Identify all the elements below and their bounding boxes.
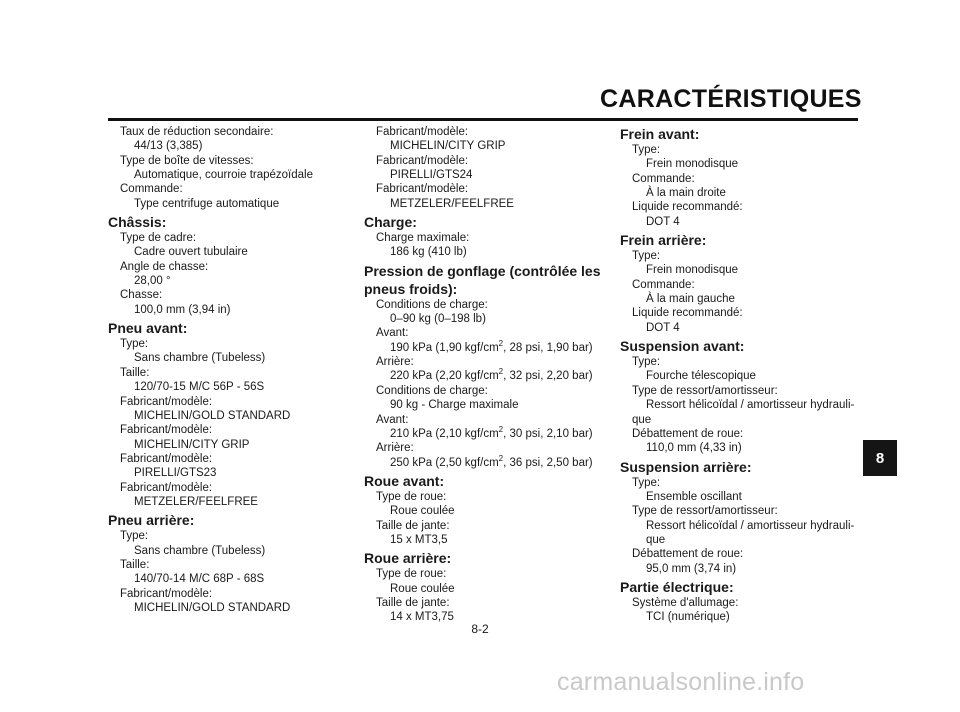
page-title: CARACTÉRISTIQUES [600,85,862,113]
spec-value: Type centrifuge automatique [134,197,280,210]
spec-label: Système d'allumage: [632,596,739,609]
spec-value: 120/70-15 M/C 56P - 56S [134,381,265,394]
spec-value: Roue coulée [390,505,455,518]
spec-label: Conditions de charge: [376,298,488,311]
spec-label: Conditions de charge: [376,384,488,397]
section-heading-suspension-arriere: Suspension arrière: [620,458,752,475]
spec-value: DOT 4 [646,321,680,334]
section-heading-pneu-avant: Pneu avant: [108,320,188,337]
section-heading-frein-avant: Frein avant: [620,126,700,142]
spec-label: Type de roue: [376,568,447,581]
spec-value: MICHELIN/GOLD STANDARD [134,409,291,422]
spec-value-pressure: 190 kPa (1,90 kgf/$cm^2$, 28 psi, 1,90 bar) [390,338,593,354]
spec-value: 28,00 ° [134,275,171,288]
spec-value-continuation: que [646,533,666,546]
spec-value-pressure: 210 kPa (2,10 kgf/$cm^2$, 30 psi, 2,10 bar) [390,425,593,440]
section-heading-suspension-avant: Suspension avant: [620,338,745,355]
spec-label: Avant: [376,327,409,340]
column-1 [108,125,348,615]
spec-value: 95,0 mm (3,74 in) [646,562,737,575]
spec-label: Type de ressort/amortisseur: [632,505,778,518]
spec-label: Liquide recommandé: [632,201,743,214]
spec-value: 15 x MT3,5 [390,533,448,546]
spec-value-pressure: 250 kPa (2,50 kgf/$cm^2$, 36 psi, 2,50 bar) [390,453,593,469]
spec-label: Type: [120,530,149,543]
spec-value: Sans chambre (Tubeless) [134,352,266,365]
section-heading-partie-electrique: Partie électrique: [620,578,734,595]
spec-label: Angle de chasse: [120,260,209,273]
section-heading-roue-avant: Roue avant: [364,472,445,489]
spec-label: Chasse: [120,289,163,302]
spec-value: 186 kg (410 lb) [390,246,467,259]
spec-label: Commande: [632,278,695,291]
spec-label: Type: [632,476,661,489]
spec-value: 44/13 (3,385) [134,140,203,153]
spec-label: Type de cadre: [120,232,197,245]
spec-value: Automatique, courroie trapézoïdale [134,169,313,182]
section-heading-pneu-arriere: Pneu arrière: [108,512,195,529]
spec-label: Fabricant/modèle: [120,481,213,494]
page-number: 8-2 [471,622,489,636]
spec-label: Débattement de roue: [632,427,744,440]
section-heading-roue-arriere: Roue arrière: [364,550,452,567]
spec-label: Type: [632,250,661,263]
spec-label: Débattement de roue: [632,548,744,561]
spec-value: MICHELIN/CITY GRIP [134,438,250,451]
column-2 [364,125,604,625]
title-divider [108,118,858,121]
spec-label: Charge maximale: [376,232,470,245]
column-3 [620,125,860,625]
spec-value: PIRELLI/GTS23 [134,467,217,480]
spec-label: Arrière: [376,442,414,455]
spec-value: TCI (numérique) [646,611,730,624]
spec-value-pressure: 220 kPa (2,20 kgf/$cm^2$, 32 psi, 2,20 bar) [390,367,593,383]
spec-value: METZELER/FEELFREE [134,495,258,508]
spec-label: Fabricant/modèle: [120,452,213,465]
spec-value: DOT 4 [646,215,680,228]
spec-label: Fabricant/modèle: [120,587,213,600]
spec-value: Ressort hélicoïdal / amortisseur hydrauli- [646,519,855,532]
spec-label: Commande: [120,183,183,196]
spec-label: Commande: [632,172,695,185]
spec-label: Taille: [120,558,150,571]
spec-value: 110,0 mm (4,33 in) [646,442,742,455]
section-heading-frein-arriere: Frein arrière: [620,232,707,249]
spec-value: À la main gauche [646,293,735,306]
spec-value: 90 kg - Charge maximale [390,399,519,412]
spec-value: Frein monodisque [646,264,739,277]
section-heading-charge: Charge: [364,214,417,231]
spec-label: Fabricant/modèle: [376,183,469,196]
watermark: carmanualsonline.info [557,668,805,696]
spec-value: Sans chambre (Tubeless) [134,544,266,557]
spec-label: Type de boîte de vitesses: [120,154,254,167]
spec-value: Ressort hélicoïdal / amortisseur hydrauli- [646,399,855,412]
spec-label: Liquide recommandé: [632,307,743,320]
spec-label: Type: [632,356,661,369]
spec-value: PIRELLI/GTS24 [390,169,473,182]
spec-value: Fourche télescopique [646,370,756,383]
spec-label: Taille de jante: [376,596,450,609]
spec-label: Taille de jante: [376,519,450,532]
spec-value: À la main droite [646,187,726,200]
spec-value: MICHELIN/GOLD STANDARD [134,601,291,614]
spec-value: Frein monodisque [646,158,739,171]
spec-value: 14 x MT3,75 [390,611,454,624]
spec-label: Fabricant/modèle: [376,126,469,138]
spec-label: Type: [120,338,149,351]
spec-value: Roue coulée [390,582,455,595]
spec-label: Arrière: [376,356,414,369]
spec-label: Fabricant/modèle: [120,424,213,437]
spec-label: Fabricant/modèle: [376,154,469,167]
spec-label: Type de roue: [376,490,447,503]
spec-value: Cadre ouvert tubulaire [134,246,248,259]
section-heading-pression-line1: Pression de gonflage (contrôlée les [364,262,601,279]
spec-label: Type: [632,144,661,156]
spec-label: Fabricant/modèle: [120,395,213,408]
spec-label: Taille: [120,366,150,379]
spec-label: Taux de réduction secondaire: [120,126,274,138]
spec-value: METZELER/FEELFREE [390,197,514,210]
spec-value: MICHELIN/CITY GRIP [390,140,506,153]
spec-value: 140/70-14 M/C 68P - 68S [134,573,265,586]
chapter-tab: 8 [863,440,897,476]
section-heading-chassis: Châssis: [108,214,167,231]
spec-value: 100,0 mm (3,94 in) [134,303,231,316]
spec-label: Avant: [376,413,409,426]
section-heading-pression-line2: pneus froids): [364,280,458,297]
spec-label: Type de ressort/amortisseur: [632,384,778,397]
spec-value: Ensemble oscillant [646,490,742,503]
spec-value-continuation: que [632,413,652,426]
spec-value: 0–90 kg (0–198 lb) [390,313,486,326]
